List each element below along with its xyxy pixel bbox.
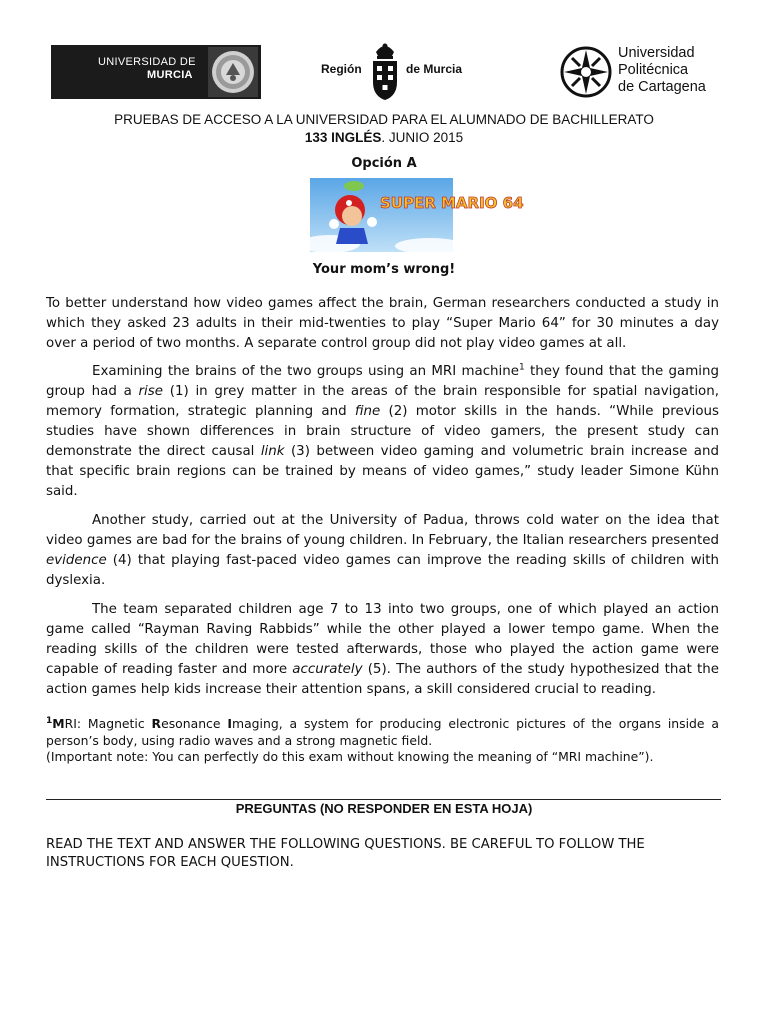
upct-emblem-icon: [560, 46, 612, 98]
keyword-accurately: accurately: [292, 662, 363, 677]
keyword-link: link: [260, 444, 285, 459]
fn-i-rest: maging, a system for producing electronic pictures of the organs inside a person’s body, using radio waves and a strong magnetic field.: [46, 716, 720, 748]
universidad-de-murcia-logo: [51, 45, 261, 99]
keyword-fine: fine: [354, 404, 381, 419]
exam-subtitle: [0, 130, 768, 145]
exam-subject: 133 INGLÉS: [304, 130, 382, 145]
exam-option: Opción A: [351, 156, 417, 171]
keyword-evidence: evidence: [46, 553, 107, 568]
footnote-number: 1: [46, 715, 53, 726]
questions-instructions: READ THE TEXT AND ANSWER THE FOLLOWING QUESTIONS. BE CAREFUL TO FOLLOW THE INSTRUCTIONS FOR EACH QUESTION.: [46, 837, 645, 870]
mario-title-super: SUPER MARIO 64: [380, 194, 524, 212]
paragraph-3: [46, 511, 719, 591]
super-mario-64-image: [310, 178, 524, 252]
divider: [46, 799, 721, 800]
p2-text-e: (3) between video gaming and volumetric brain increase and that specific brain regions can be trained by means of video games,” study leader Simone Kühn said.: [46, 444, 719, 499]
footnote-note: (Important note: You can perfectly do this exam without knowing the meaning of “MRI machine”).: [46, 749, 654, 764]
footnote: [46, 716, 719, 766]
exam-title: PRUEBAS DE ACCESO A LA UNIVERSIDAD PARA EL ALUMNADO DE BACHILLERATO: [114, 112, 654, 127]
paragraph-2: [46, 362, 719, 502]
um-seal-icon: [208, 47, 258, 97]
questions-heading: PREGUNTAS (NO RESPONDER EN ESTA HOJA): [235, 801, 533, 816]
upct-logo: [560, 45, 740, 101]
exam-date: . JUNIO 2015: [381, 130, 464, 145]
p2-text-d: (2) motor skills in the hands. “While previous studies have shown differences in brain structure of video gamers, the present study can demonstrate the direct causal: [46, 404, 720, 459]
article-title: Your mom’s wrong!: [312, 262, 456, 277]
region-murcia-crest-icon: [368, 42, 402, 102]
p2-text-a: Examining the brains of the two groups using an MRI machine: [92, 364, 519, 379]
p2-text-b: they found that the gaming group had a: [46, 364, 719, 399]
p3-text-b: (4) that playing fast-paced video games can improve the reading skills of children with dyslexia.: [46, 553, 719, 588]
fn-i: I: [227, 716, 232, 731]
keyword-rise: rise: [138, 384, 163, 399]
upct-line3: de Cartagena: [618, 79, 706, 95]
p4-text-b: (5). The authors of the study hypothesized that the action games help kids increase their attention spans, a skill considered crucial to reading.: [46, 662, 719, 697]
fn-m: M: [52, 716, 65, 731]
paragraph-4: [46, 600, 719, 700]
header-logos: [0, 44, 768, 104]
p3-text-a: Another study, carried out at the University of Padua, throws cold water on the idea that video games are bad for the brains of young children. In February, the Italian researchers presented: [46, 513, 719, 548]
fn-r: R: [151, 716, 162, 731]
footnote-ref: 1: [519, 362, 525, 373]
um-logo-line1: UNIVERSIDAD DE: [98, 56, 196, 68]
region-de-murcia-logo: [318, 44, 478, 104]
paragraph-1: To better understand how video games affect the brain, German researchers conducted a study in which they asked 23 adults in their mid-twenties to play “Super Mario 64” for 30 minutes a day over a period of two months. A separate control group did not play video games at all.: [46, 296, 719, 351]
um-logo-line2: MURCIA: [147, 69, 193, 81]
upct-line2: Politécnica: [618, 62, 689, 78]
fn-m-rest: RI: Magnetic: [64, 716, 152, 731]
rm-logo-right: de Murcia: [406, 62, 463, 76]
p4-text-a: The team separated children age 7 to 13 into two groups, one of which played an action game called “Rayman Raving Rabbids” while the other played a lower tempo game. When the reading skills of the children were tested afterwards, those who played the action game were capable of reading faster and more: [46, 602, 719, 677]
p2-text-c: (1) in grey matter in the areas of the brain responsible for spatial navigation, memory formation, strategic planning and: [46, 384, 719, 419]
rm-logo-left: Región: [321, 62, 362, 76]
fn-r-rest: esonance: [161, 716, 228, 731]
upct-line1: Universidad: [618, 45, 695, 61]
